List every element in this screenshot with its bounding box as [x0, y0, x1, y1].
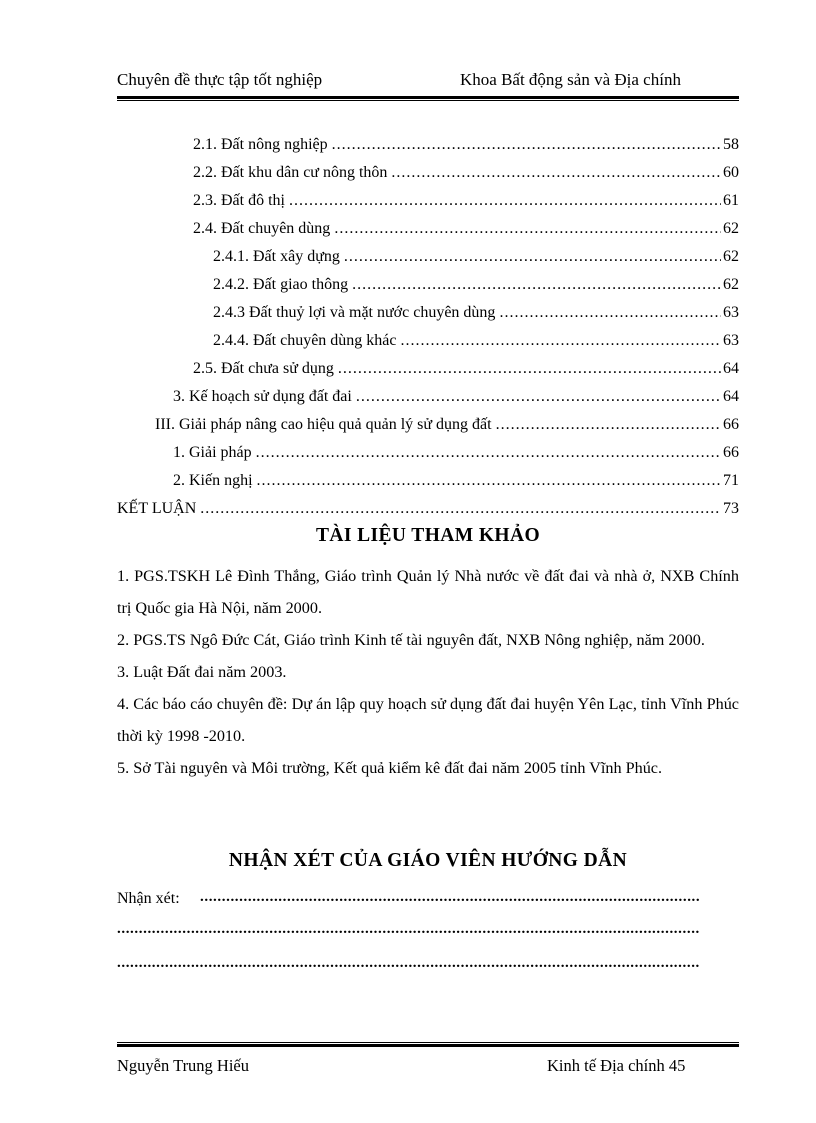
comment-line — [117, 955, 699, 972]
toc-leader — [496, 413, 721, 437]
header-rule — [117, 96, 739, 101]
toc-page: 62 — [723, 276, 739, 293]
toc-leader — [391, 161, 721, 185]
toc-leader — [332, 133, 721, 157]
toc-leader — [356, 385, 721, 409]
toc-label: 2.4.2. Đất giao thông — [213, 276, 349, 293]
toc-row — [117, 413, 739, 441]
toc-page: 64 — [723, 360, 739, 377]
toc-label: 2.4.1. Đất xây dựng — [213, 248, 340, 265]
references-title: TÀI LIỆU THAM KHẢO — [315, 525, 541, 546]
toc-leader — [257, 469, 721, 493]
reference-item: 5. Sở Tài nguyên và Môi trường, Kết quả kiểm kê đất đai năm 2005 tỉnh Vĩnh Phúc. — [117, 759, 663, 777]
toc-leader — [344, 245, 721, 269]
toc-leader — [499, 301, 721, 325]
references-list — [117, 560, 739, 784]
toc-row — [117, 329, 739, 357]
header-right: Khoa Bất động sản và Địa chính — [460, 70, 681, 89]
toc-label: III. Giải pháp nâng cao hiệu quả quản lý sử dụng đất — [155, 416, 492, 433]
toc-label: 1. Giải pháp — [173, 444, 252, 461]
toc-leader — [401, 329, 721, 353]
toc-page: 62 — [723, 220, 739, 237]
toc-leader — [352, 273, 721, 297]
toc-leader — [200, 497, 721, 521]
toc-row — [117, 161, 739, 189]
toc-label: 2.4.4. Đất chuyên dùng khác — [213, 332, 397, 349]
toc-page: 73 — [723, 500, 739, 517]
toc-leader — [289, 189, 721, 213]
toc-leader — [256, 441, 721, 465]
toc-label: 2.2. Đất khu dân cư nông thôn — [193, 164, 388, 181]
toc-page: 71 — [723, 472, 739, 489]
toc-label: 2.4. Đất chuyên dùng — [193, 220, 331, 237]
toc-row — [117, 497, 739, 525]
comment-line — [200, 889, 700, 906]
toc-label: 2.4.3 Đất thuỷ lợi và mặt nước chuyên dùng — [213, 304, 496, 321]
toc-page: 61 — [723, 192, 739, 209]
toc-row — [117, 133, 739, 161]
toc-page: 63 — [723, 304, 739, 321]
reference-item: 1. PGS.TSKH Lê Đình Thắng, Giáo trình Quản lý Nhà nước về đất đai và nhà ở, NXB Chính trị Quốc gia Hà Nội, năm 2000. — [117, 567, 739, 617]
toc-row — [117, 217, 739, 245]
footer-rule — [117, 1042, 739, 1047]
comments-label: Nhận xét: — [117, 890, 180, 907]
reference-item: 4. Các báo cáo chuyên đề: Dự án lập quy hoạch sử dụng đất đai huyện Yên Lạc, tỉnh Vĩnh Phúc thời kỳ 1998 -2010. — [117, 695, 739, 745]
comment-line — [117, 921, 699, 938]
toc-row — [117, 273, 739, 301]
toc-row — [117, 441, 739, 469]
toc-page: 62 — [723, 248, 739, 265]
toc-page: 66 — [723, 444, 739, 461]
footer-left: Nguyễn Trung Hiếu — [117, 1056, 250, 1075]
table-of-contents — [117, 133, 739, 525]
toc-row — [117, 301, 739, 329]
toc-row — [117, 469, 739, 497]
toc-label: 2.3. Đất đô thị — [193, 192, 285, 209]
toc-label: 2. Kiến nghị — [173, 472, 253, 489]
toc-label: 3. Kế hoạch sử dụng đất đai — [173, 388, 352, 405]
toc-page: 63 — [723, 332, 739, 349]
toc-row — [117, 245, 739, 273]
toc-label: KẾT LUẬN — [117, 500, 197, 517]
toc-leader — [334, 217, 721, 241]
header-left: Chuyên đề thực tập tốt nghiệp — [117, 70, 323, 89]
toc-label: 2.1. Đất nông nghiệp — [193, 136, 328, 153]
toc-row — [117, 189, 739, 217]
comments-title: NHẬN XÉT CỦA GIÁO VIÊN HƯỚNG DẪN — [228, 850, 628, 871]
toc-page: 64 — [723, 388, 739, 405]
toc-page: 60 — [723, 164, 739, 181]
toc-page: 58 — [723, 136, 739, 153]
toc-row — [117, 357, 739, 385]
toc-label: 2.5. Đất chưa sử dụng — [193, 360, 334, 377]
toc-page: 66 — [723, 416, 739, 433]
footer-right: Kinh tế Địa chính 45 — [547, 1056, 686, 1075]
toc-row — [117, 385, 739, 413]
reference-item: 3. Luật Đất đai năm 2003. — [117, 663, 287, 681]
reference-item: 2. PGS.TS Ngô Đức Cát, Giáo trình Kinh tế tài nguyên đất, NXB Nông nghiệp, năm 2000. — [117, 631, 705, 649]
toc-leader — [338, 357, 721, 381]
